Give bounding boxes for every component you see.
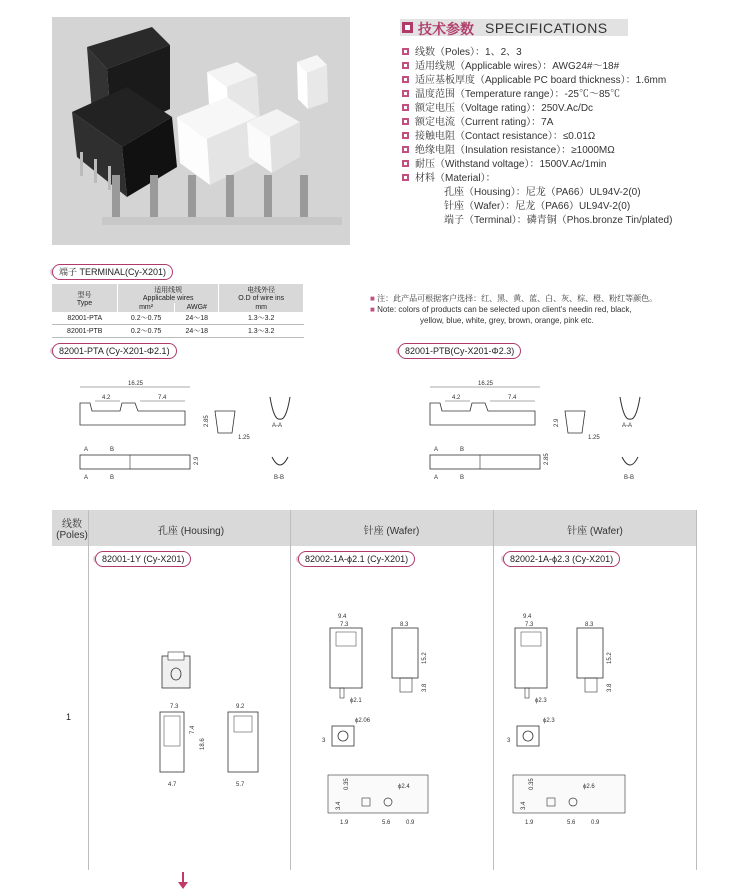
wafer21-p3: 1.9 xyxy=(340,820,349,826)
ptb-A-bot: A xyxy=(434,475,439,481)
note-en-2: yellow, blue, white, grey, brown, orange, pink etc. xyxy=(420,316,594,325)
wafer23-p3: 1.9 xyxy=(525,820,534,826)
wafer23-h2: 3.8 xyxy=(607,683,613,692)
spec-row: 绝缘电阻（Insulation resistance）：≥1000MΩ xyxy=(402,141,615,156)
spec-row: 适应基板厚度（Applicable PC board thickness）：1.6mm xyxy=(402,71,666,86)
pta-dim-a: 4.2 xyxy=(102,395,111,401)
spec-row: 线数（Poles）：1、2、3 xyxy=(402,43,522,58)
pta-dim-w: 1.25 xyxy=(238,435,250,441)
wafer23-p5: 0.9 xyxy=(591,820,600,826)
spec-row: 适用线规（Applicable wires）：AWG24#～18# xyxy=(402,57,619,72)
housing-drawing xyxy=(150,650,270,795)
wafer21-pin: ϕ2.1 xyxy=(350,698,362,704)
wafer23-pin: ϕ2.3 xyxy=(535,698,547,704)
pta-dim-h2: 2.9 xyxy=(194,456,200,465)
table-header-type: 型号 Type xyxy=(52,284,118,312)
bullet-icon xyxy=(402,132,409,139)
housing-model-label: 82001-1Y (Cy-X201) xyxy=(95,551,191,567)
spec-square-icon xyxy=(402,22,413,33)
wafer21-p1: 0.35 xyxy=(344,778,350,790)
housing-b2: 5.7 xyxy=(236,782,245,788)
ptb-drawing xyxy=(410,375,670,490)
wafer23-model-label: 82002-1A-ϕ2.3 (Cy-X201) xyxy=(503,551,620,567)
wafer21-h2: 3.8 xyxy=(422,683,428,692)
table-header-awg: AWG# xyxy=(175,303,219,312)
poles-col-header: 线数 (Poles) xyxy=(56,519,88,541)
housing-w2: 9.2 xyxy=(236,704,245,710)
wafer23-hole: ϕ2.3 xyxy=(543,718,555,724)
wafer21-p5: 0.9 xyxy=(406,820,415,826)
wafer23-pd: ϕ2.6 xyxy=(583,784,595,790)
terminal-table xyxy=(52,284,304,338)
spec-row: 温度范围（Temperature range）：-25℃～85℃ xyxy=(402,85,620,100)
pta-dim-h: 2.85 xyxy=(204,415,210,427)
table-header-od: 电线外径 O.D of wire ins xyxy=(219,284,304,303)
divider xyxy=(493,510,494,870)
wafer-col-header-1: 针座 (Wafer) xyxy=(363,526,420,537)
bullet-icon xyxy=(402,118,409,125)
bullet-icon xyxy=(402,76,409,83)
spec-title-en: SPECIFICATIONS xyxy=(485,20,608,36)
wafer21-hole: ϕ2.06 xyxy=(355,718,371,724)
bullet-icon xyxy=(402,146,409,153)
table-row: 82001-PTA 0.2～0.75 24～18 1.3～3.2 xyxy=(52,312,304,325)
wafer23-side: 3 xyxy=(507,738,511,744)
divider xyxy=(696,510,697,870)
pta-length: 16.25 xyxy=(128,381,144,387)
pole-count-1: 1 xyxy=(66,712,72,722)
bullet-icon xyxy=(402,48,409,55)
ptb-B-bot: B xyxy=(460,475,465,481)
pta-label: 82001-PTA (Cy-X201-Φ2.1) xyxy=(52,343,177,359)
ptb-label: 82001-PTB(Cy-X201-Φ2.3) xyxy=(398,343,521,359)
wafer21-model-label: 82002-1A-ϕ2.1 (Cy-X201) xyxy=(298,551,415,567)
pta-B-top: B xyxy=(110,447,115,453)
bullet-icon xyxy=(402,174,409,181)
note-cn: ■ 注：此产品可根据客户选择：红、黑、黄、蓝、白、灰、棕、橙、粉红等颜色。 xyxy=(370,294,658,303)
spec-row: 材料（Material）： xyxy=(402,169,496,184)
ptb-B-top: B xyxy=(460,447,465,453)
ptb-dim-w: 1.25 xyxy=(588,435,600,441)
pta-A-top: A xyxy=(84,447,89,453)
spec-row: 耐压（Withstand voltage）：1500V.Ac/1min xyxy=(402,155,606,170)
wafer23-w2: 7.3 xyxy=(525,622,534,628)
pta-A-bot: A xyxy=(84,475,89,481)
pta-aa: A-A xyxy=(272,423,283,429)
table-header-wires: 适用线规 Applicable wires xyxy=(118,284,219,303)
wafer21-p4: 5.6 xyxy=(382,820,391,826)
housing-w1: 7.3 xyxy=(170,704,179,710)
ptb-length: 16.25 xyxy=(478,381,494,387)
bullet-icon xyxy=(402,90,409,97)
wafer21-h1: 15.2 xyxy=(422,652,428,664)
connector-photo-illustration xyxy=(52,17,350,245)
bullet-icon xyxy=(402,104,409,111)
wafer23-p1: 0.35 xyxy=(529,778,535,790)
ptb-dim-h2: 2.85 xyxy=(544,453,550,465)
ptb-dim-b: 7.4 xyxy=(508,395,517,401)
wafer21-w1: 9.4 xyxy=(338,614,347,620)
housing-h2: 18.6 xyxy=(200,738,206,750)
ptb-dim-a: 4.2 xyxy=(452,395,461,401)
wafer23-p4: 5.6 xyxy=(567,820,576,826)
wafer21-w3: 8.3 xyxy=(400,622,409,628)
bullet-icon xyxy=(402,160,409,167)
wafer-col-header-2: 针座 (Wafer) xyxy=(567,526,623,537)
wafer21-drawing xyxy=(300,610,435,830)
product-photo xyxy=(52,17,350,245)
terminal-label: 端子 TERMINAL(Cy-X201) xyxy=(52,264,173,280)
table-header-mm2: mm² xyxy=(118,303,175,312)
pta-B-bot: B xyxy=(110,475,115,481)
wafer23-w1: 9.4 xyxy=(523,614,532,620)
spec-row: 接触电阻（Contact resistance）：≤0.01Ω xyxy=(402,127,595,142)
pta-drawing xyxy=(60,375,320,490)
ptb-A-top: A xyxy=(434,447,439,453)
pta-bb: B-B xyxy=(274,475,285,481)
spec-row: 额定电流（Current rating）：7A xyxy=(402,113,553,128)
spec-title-cn: 技术参数 xyxy=(418,21,474,37)
wafer21-pd: ϕ2.4 xyxy=(398,784,410,790)
table-row: 82001-PTB 0.2～0.75 24～18 1.3～3.2 xyxy=(52,325,304,338)
poles-table-header xyxy=(52,510,697,546)
wafer23-drawing xyxy=(505,610,640,830)
ptb-dim-h: 2.9 xyxy=(554,418,560,427)
material-terminal: 端子（Terminal）：磷青铜（Phos.bronze Tin/plated) xyxy=(444,215,673,226)
divider xyxy=(88,510,89,870)
ptb-bb: B-B xyxy=(624,475,635,481)
wafer21-p2: 3.4 xyxy=(336,801,342,810)
spec-row: 额定电压（Voltage rating）：250V.Ac/Dc xyxy=(402,99,593,114)
ptb-aa: A-A xyxy=(622,423,633,429)
housing-col-header: 孔座 (Housing) xyxy=(157,526,225,537)
wafer21-side: 3 xyxy=(322,738,326,744)
specifications-header xyxy=(400,19,628,36)
material-housing: 孔座（Housing）：尼龙（PA66）UL94V-2(0) xyxy=(444,187,641,198)
divider xyxy=(290,510,291,870)
note-en-1: ■ Note: colors of products can be selected upon client's needin red, black, xyxy=(370,305,632,314)
table-header-mm: mm xyxy=(219,303,304,312)
bullet-icon xyxy=(402,62,409,69)
wafer23-w3: 8.3 xyxy=(585,622,594,628)
wafer21-w2: 7.3 xyxy=(340,622,349,628)
housing-b1: 4.7 xyxy=(168,782,177,788)
wafer23-p2: 3.4 xyxy=(521,801,527,810)
pta-dim-b: 7.4 xyxy=(158,395,167,401)
housing-h1: 7.4 xyxy=(190,725,196,734)
material-wafer: 针座（Wafer）：尼龙（PA66）UL94V-2(0) xyxy=(444,201,631,212)
arrow-down-icon xyxy=(182,872,184,884)
wafer23-h1: 15.2 xyxy=(607,652,613,664)
